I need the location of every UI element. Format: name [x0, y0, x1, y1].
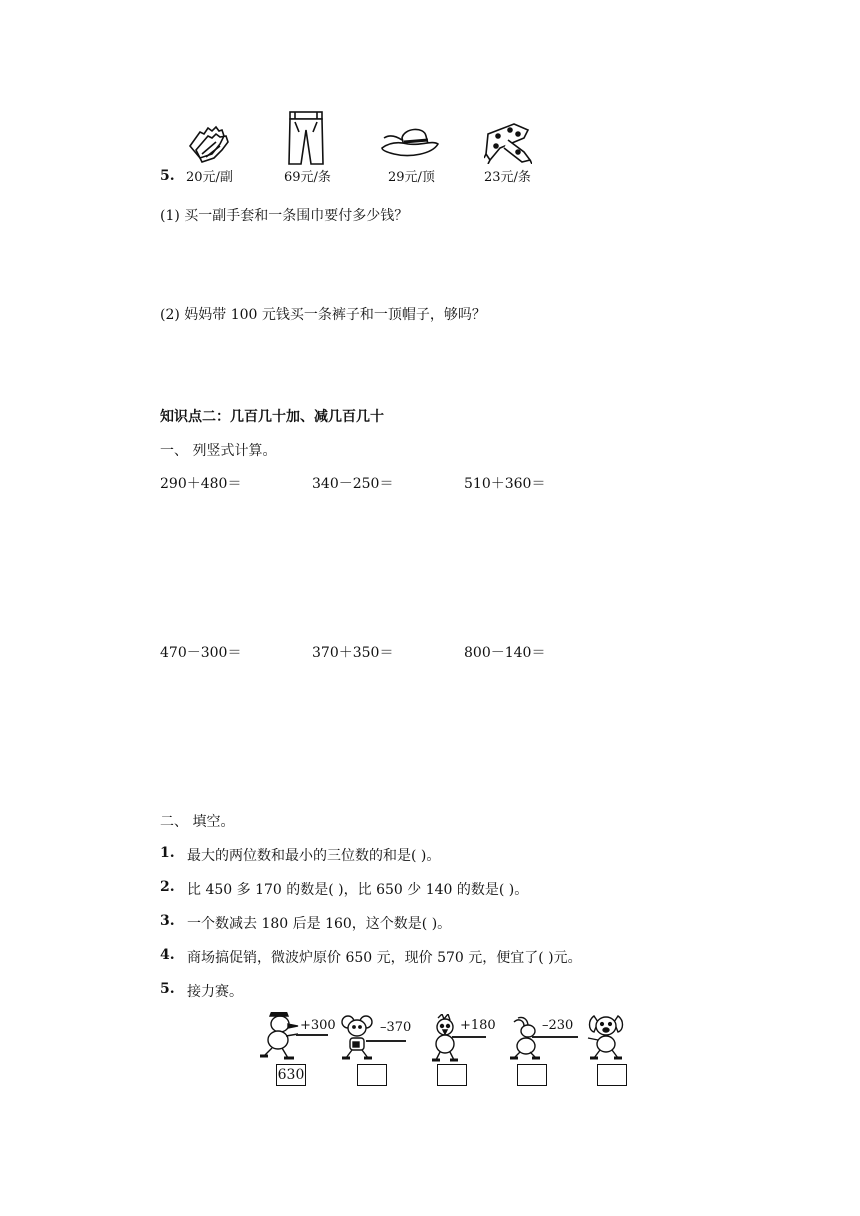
duck-runner-icon	[258, 1012, 304, 1060]
fill-number: 1.	[160, 845, 175, 861]
pants-price: 69元/条	[284, 170, 331, 185]
section-heading: 知识点二：几百几十加、减几百几十	[160, 409, 384, 425]
relay-baton	[452, 1036, 486, 1038]
part2-title: 二、 填空。	[160, 814, 235, 830]
relay-operation: –230	[542, 1018, 574, 1033]
subquestion-1: (1) 买一副手套和一条围巾要付多少钱？	[160, 208, 409, 224]
subquestion-2: (2) 妈妈带 100 元钱买一条裤子和一顶帽子，够吗？	[160, 307, 486, 323]
relay-baton	[366, 1040, 406, 1042]
fill-text: 商场搞促销，微波炉原价 650 元，现价 570 元，便宜了( )元。	[187, 950, 582, 966]
fill-text: 比 450 多 170 的数是( )，比 650 少 140 的数是( )。	[187, 882, 529, 898]
gloves-price: 20元/副	[186, 170, 233, 185]
equation: 470－300＝	[160, 645, 242, 661]
relay-answer-box[interactable]	[357, 1064, 387, 1086]
scarf-icon	[484, 120, 532, 164]
fill-number: 4.	[160, 947, 175, 963]
equation: 510＋360＝	[464, 476, 546, 492]
equation: 370＋350＝	[312, 645, 394, 661]
fill-text: 一个数减去 180 后是 160，这个数是( )。	[187, 916, 452, 932]
relay-answer-box[interactable]	[517, 1064, 547, 1086]
equation: 290＋480＝	[160, 476, 242, 492]
relay-baton	[296, 1034, 328, 1036]
relay-operation: –370	[380, 1020, 412, 1035]
relay-answer-box[interactable]	[597, 1064, 627, 1086]
fill-text: 最大的两位数和最小的三位数的和是( )。	[187, 848, 441, 864]
hat-price: 29元/顶	[388, 170, 435, 185]
pants-icon	[287, 110, 325, 166]
equation: 800－140＝	[464, 645, 546, 661]
part1-title: 一、 列竖式计算。	[160, 443, 277, 459]
relay-operation: +300	[300, 1018, 336, 1033]
mouse-runner-icon	[340, 1014, 380, 1060]
dog-runner-icon	[586, 1012, 630, 1060]
fill-text: 接力赛。	[187, 984, 243, 1000]
gloves-icon	[186, 124, 234, 164]
relay-start-value: 630	[276, 1064, 306, 1086]
relay-operation: +180	[460, 1018, 496, 1033]
fill-number: 3.	[160, 913, 175, 929]
scarf-price: 23元/条	[484, 170, 531, 185]
fill-number: 2.	[160, 879, 175, 895]
relay-answer-box[interactable]	[437, 1064, 467, 1086]
hat-icon	[380, 124, 440, 160]
chick-runner-icon	[428, 1014, 464, 1062]
question-number: 5.	[160, 168, 175, 184]
equation: 340－250＝	[312, 476, 394, 492]
fill-number: 5.	[160, 981, 175, 997]
relay-baton	[532, 1036, 578, 1038]
